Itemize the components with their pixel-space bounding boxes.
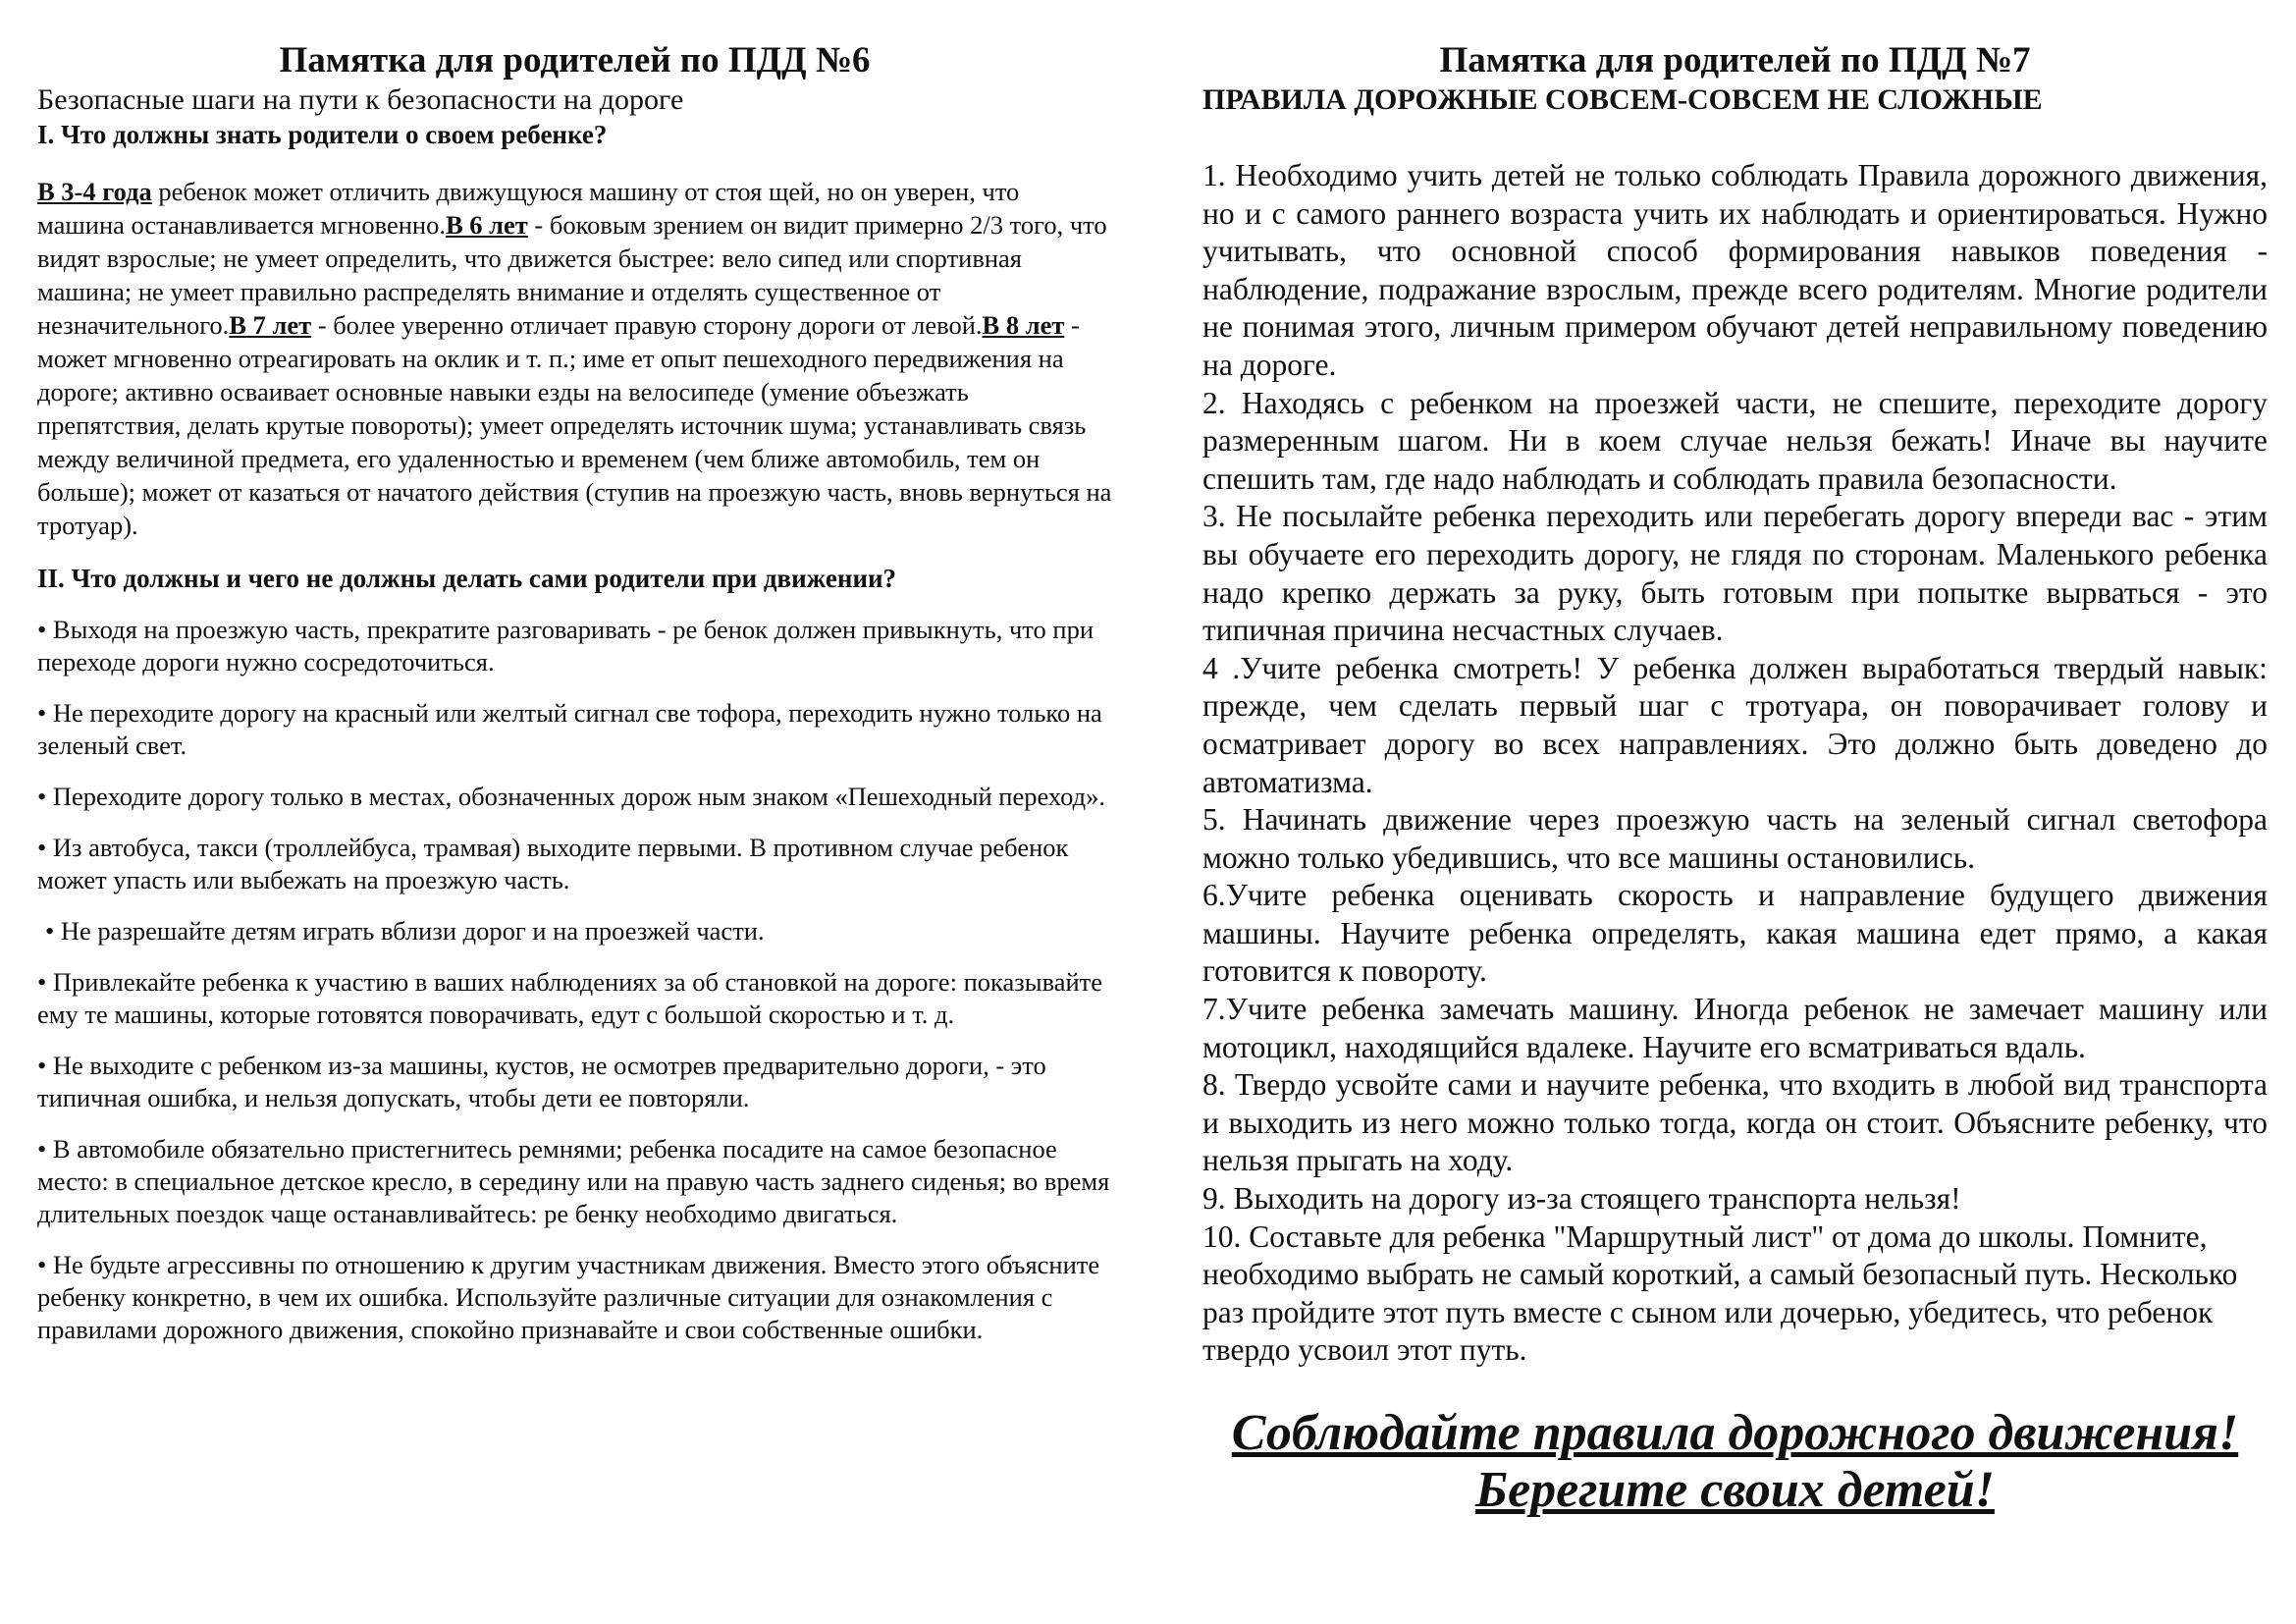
age-6-text: - боковым зрением он видит примерно 2/3 того, что видят взрослые; не умеет определить, что движется быстрее: вело сипед или спортивная машина; не умеет правильно распределять внимание и отделять существенное от незначительного. [37,210,1107,340]
bullet-item: • Выходя на проезжую часть, прекратите разговаривать - ре бенок должен привыкнуть, что при переходе дороги нужно сосредоточиться. [37,615,1095,677]
bullet-item: • Из автобуса, такси (троллейбуса, трамвая) выходите первыми. В противном случае ребенок может упасть или выбежать на проезжую часть. [37,833,1069,894]
section1-heading: I. Что должны знать родители о своем ребенке? [37,120,608,149]
rule-item: 5. Начинать движение через проезжую часть на зеленый сигнал светофора можно только убедившись, что все машины остановились. [1202,802,2268,875]
left-title: Памятка для родителей по ПДД №6 [279,40,871,81]
slogan [1202,1405,2268,1519]
right-heading: ПРАВИЛА ДОРОЖНЫЕ СОВСЕМ-СОВСЕМ НЕ СЛОЖНЫЕ [1202,83,2043,116]
age-3-4-text: ребенок может отличить движущуюся машину от стоя щей, но он уверен, что машина останавливается мгновенно. [37,177,1020,240]
left-column [37,39,1112,1346]
age-6-label: В 6 лет [445,210,528,240]
age-8-text: - может мгновенно отреагировать на оклик и т. п.; име ет опыт пешеходного передвижения на дороге; активно осваивает основные навыки езды на велосипеде (умение объезжать препятствия, делать крутые повороты); умеет определять источник шума; устанавливать связь между величиной предмета, его удаленностью и временем (чем ближе автомобиль, тем он больше); может от казаться от начатого действия (ступив на проезжую часть, вновь вернуться на тротуар). [37,310,1112,540]
bullet-item: • В автомобиле обязательно пристегнитесь ремнями; ребенка посадите на самое безопасное место: в специальное детское кресло, в середину или на правую часть заднего сиденья; во время длительных поездок чаще останавливайтесь: ре бенку необходимо двигаться. [37,1134,1110,1228]
rule-item: 2. Находясь с ребенком на проезжей части, не спешите, переходите дорогу размеренным шагом. Ни в коем случае нельзя бежать! Иначе вы научите спешить там, где надо наблюдать и соблюдать правила безопасности. [1202,385,2268,496]
rule-item: 8. Твердо усвойте сами и научите ребенка, что входить в любой вид транспорта и выходить из него можно только тогда, когда он стоит. Объясните ребенку, что нельзя прыгать на ходу. [1202,1067,2268,1178]
rule-item: 6.Учите ребенка оценивать скорость и направление будущего движения машины. Научите ребенка определять, какая машина едет прямо, а какая готовится к повороту. [1202,878,2268,989]
slogan-line-2: Берегите своих детей! [1475,1462,1995,1518]
right-title: Памятка для родителей по ПДД №7 [1439,40,2031,81]
bullet-item: • Не разрешайте детям играть вблизи дорог и на проезжей части. [45,916,765,946]
age-7-label: В 7 лет [229,310,312,340]
age-development-paragraph [37,175,1112,542]
section2-heading: II. Что должны и чего не должны делать сами родители при движении? [37,564,897,593]
bullet-item: • Не будьте агрессивны по отношению к другим участникам движения. Вместо этого объясните ребенку конкретно, в чем их ошибка. Используйте различные ситуации для ознакомления с правилами дорожного движения, спокойно признавайте и свои собственные ошибки. [37,1250,1100,1344]
bullet-item: • Не переходите дорогу на красный или желтый сигнал све тофора, переходить нужно только на зеленый свет. [37,698,1102,760]
rule-item: 7.Учите ребенка замечать машину. Иногда ребенок не замечает машину или мотоцикл, находящийся вдалеке. Научите его всматриваться вдаль. [1202,992,2268,1064]
rule-item: 1. Необходимо учить детей не только соблюдать Правила дорожного движения, но и с самого раннего возраста учить их наблюдать и ориентироваться. Нужно учитывать, что основной способ формирования навыков поведения - наблюдение, подражание взрослым, прежде всего родителям. Многие родители не понимая этого, личным примером обучают детей неправильному поведению на дороге. [1202,158,2268,382]
bullet-item: • Переходите дорогу только в местах, обозначенных дорож ным знаком «Пешеходный переход». [37,782,1106,811]
rule-item: 4 .Учите ребенка смотреть! У ребенка должен выработаться твердый навык: прежде, чем сделать первый шаг с тротуара, он поворачивает голову и осматривает дорогу во всех направлениях. Это должно быть доведено до автоматизма. [1202,650,2268,799]
bullet-item: • Привлекайте ребенка к участию в ваших наблюдениях за об становкой на дороге: показывайте ему те машины, которые готовятся поворачивать, едут с большой скоростью и т. д. [37,967,1103,1029]
rule-item: 10. Составьте для ребенка "Маршрутный лист" от дома до школы. Помните, необходимо выбрать не самый короткий, а самый безопасный путь. Несколько раз пройдите этот путь вместе с сыном или дочерью, убедитесь, что ребенок твердо усвоил этот путь. [1202,1218,2238,1368]
rule-item: 3. Не посылайте ребенка переходить или перебегать дорогу впереди вас - этим вы обучаете его переходить дорогу, не глядя по сторонам. Маленького ребенка надо крепко держать за руку, быть готовым при попытке вырваться - это типичная причина несчастных случаев. [1202,499,2268,648]
bullet-item: • Не выходите с ребенком из-за машины, кустов, не осмотрев предварительно дороги, - это типичная ошибка, и нельзя допускать, чтобы дети ее повторяли. [37,1051,1046,1112]
age-8-label: В 8 лет [982,310,1065,340]
age-7-text: - более уверенно отличает правую сторону дороги от левой. [311,310,983,340]
rule-item: 9. Выходить на дорогу из-за стоящего транспорта нельзя! [1202,1181,1961,1217]
right-column [1202,39,2268,1519]
rules-list [1202,157,2268,1370]
slogan-line-1: Соблюдайте правила дорожного движения! [1231,1405,2239,1461]
left-subtitle: Безопасные шаги на пути к безопасности на дороге [37,83,684,116]
age-3-4-label: В 3-4 года [37,177,152,206]
